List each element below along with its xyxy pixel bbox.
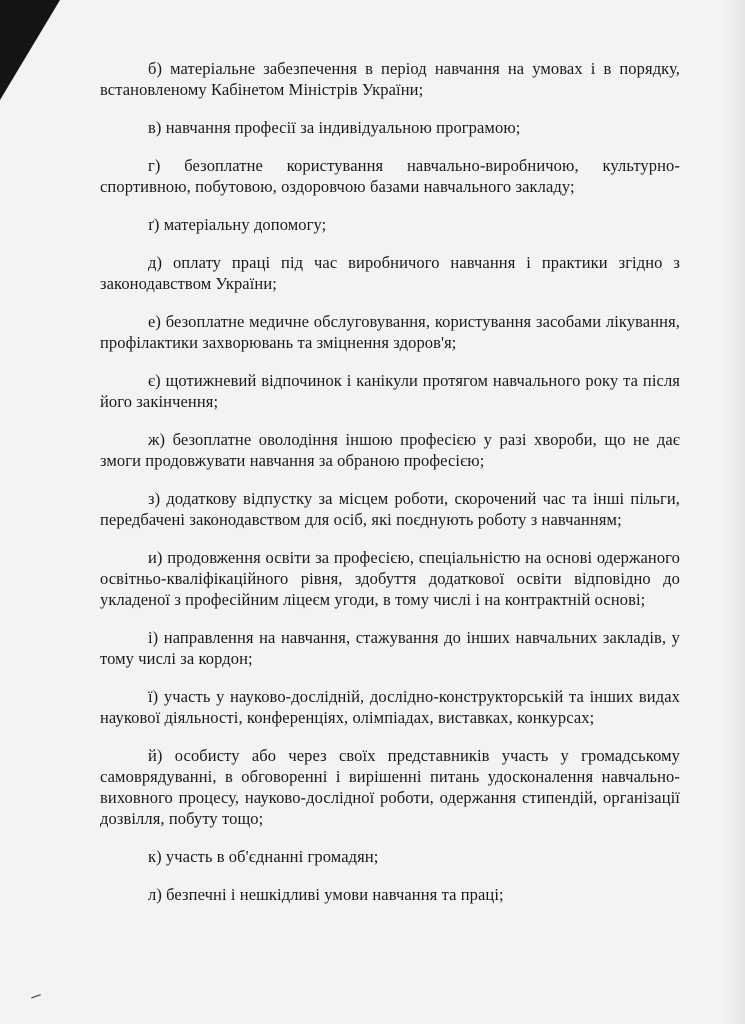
list-item: є) щотижневий відпочинок і канікули протягом навчального року та після його закінчення; [100,371,680,411]
list-item: ж) безоплатне оволодіння іншою професією у разі хвороби, що не дає змоги продовжувати навчання за обраною професією; [100,430,680,470]
list-item: в) навчання професії за індивідуальною програмою; [148,118,521,137]
list-item: и) продовження освіти за професією, спеціальністю на основі одержаного освітньо-кваліфікаційного рівня, здобуття додаткової освіти відповідно до укладеної з професійним ліцеєм угоди, в тому числі і на контрактній основі; [100,548,680,609]
pen-mark [29,989,41,999]
document-body [100,58,680,922]
list-item: ї) участь у науково-дослідній, дослідно-конструкторській та інших видах наукової діяльності, конференціях, олімпіадах, виставках, конкурсах; [100,687,680,727]
list-item: г) безоплатне користування навчально-виробничою, культурно-спортивною, побутовою, оздоровчою базами навчального закладу; [100,156,680,196]
list-item: ґ) матеріальну допомогу; [148,215,327,234]
list-item: д) оплату праці під час виробничого навчання і практики згідно з законодавством України; [100,253,680,293]
list-item: к) участь в об'єднанні громадян; [148,847,379,866]
list-item: л) безпечні і нешкідливі умови навчання та праці; [148,885,504,904]
page-edge-shadow [723,0,745,1024]
list-item: б) матеріальне забезпечення в період навчання на умовах і в порядку, встановленому Кабінетом Міністрів України; [100,59,680,99]
list-item: е) безоплатне медичне обслуговування, користування засобами лікування, профілактики захворювань та зміцнення здоров'я; [100,312,680,352]
list-item: й) особисту або через своїх представників участь у громадському самоврядуванні, в обговоренні і вирішенні питань удосконалення навчально-виховного процесу, науково-дослідної роботи, одержання стипендій, організації дозвілля, побуту тощо; [100,746,680,828]
list-item: і) направлення на навчання, стажування до інших навчальних закладів, у тому числі за кордон; [100,628,680,668]
list-item: з) додаткову відпустку за місцем роботи, скорочений час та інші пільги, передбачені законодавством для осіб, які поєднують роботу з навчанням; [100,489,680,529]
